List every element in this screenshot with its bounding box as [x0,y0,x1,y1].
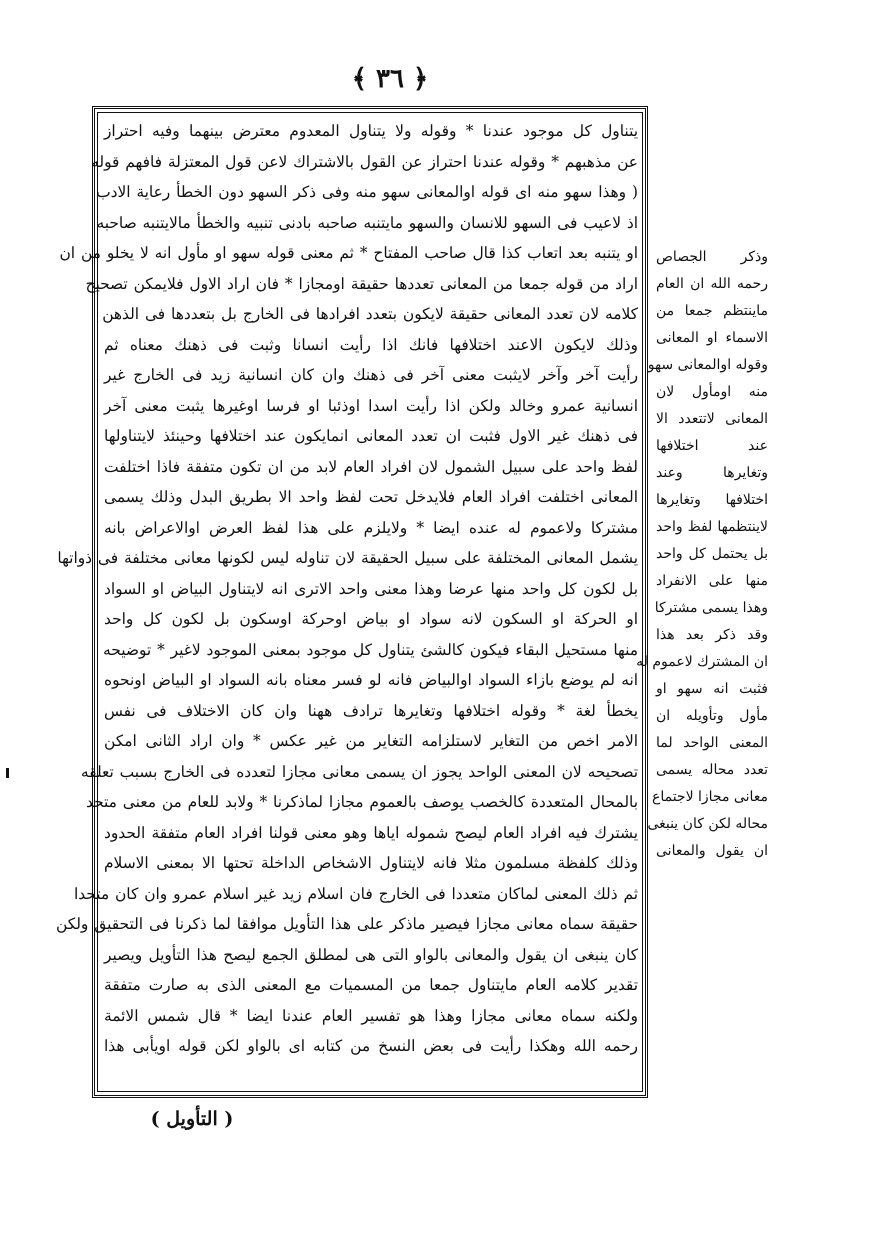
margin-note-line: المعانى لاتتعدد الا [656,411,768,427]
margin-note-line: فثبت انه سهو او [656,681,768,697]
text-line: يخطأ لغة * وقوله اختلافها وتغايرها ترادف ههنا وان كان الاختلاف فى نفس [104,701,638,720]
text-line: وذلك كلفظة مسلمون مثلا فانه لايتناول الاشخاص الداخلة تحتها الا بمعنى الاسلام [104,854,638,872]
text-line: لفظ واحد على سبيل الشمول لان افراد العام لابد من ان تكون متفقة فاذا اختلفت [104,457,638,476]
margin-note [636,244,768,865]
text-line: ( وهذا سهو منه اى قوله اوالمعانى سهو منه وفى ذكر السهو دون الخطأ رعاية الادب [96,183,638,201]
text-line: يشمل المعانى المختلفة على سبيل الحقيقة لان تناوله ليس لكونها معانى مختلفة فى ذواتها [57,549,638,567]
margin-note-line: المعنى الواحد لما [656,735,768,751]
margin-note-line: وهذا يسمى مشتركا [654,600,768,616]
text-line: فى ذهنك غير الاول فثبت ان تعدد المعانى انمايكون عند اختلافها وحينئذ لايتناولها [104,427,638,445]
margin-note-line: بل يحتمل كل واحد [656,546,768,562]
text-line: حقيقة سماه معانى مجازا فيصير ماذكر على هذا التأويل موافقا لما ذكرنا فى التحقيق ولكن [56,915,638,933]
margin-note-line: منها على الانفراد [656,573,768,589]
margin-note-line: مأول وتأويله ان [656,708,768,724]
text-line: بل لكون كل واحد منها عرضا وهذا معنى واحد الاترى انه لايتناول البياض او السواد [104,579,638,598]
text-line: رحمه الله وهكذا رأيت فى بعض النسخ من كتابه اى بالواو لكن قوله اويأبى هذا [104,1037,638,1055]
margin-note-line: منه اومأول لان [656,384,768,400]
text-line: عن مذهبهم * وقوله عندنا احتراز عن القول بالاشتراك لاعن قول المعتزلة فافهم قوله [91,152,638,171]
text-line: او يتنبه بعد اتعاب كذا قال صاحب المفتاح * ثم معنى قوله سهو او مأول انه لا يخلو من ان [59,244,638,262]
text-line: ثم ذلك المعنى لماكان متعددا فى الخارج فان اسلام زيد غير اسلام عمرو وان كان متحدا [73,884,638,903]
margin-note-line: رحمه الله ان العام [656,276,768,292]
margin-tick-mark [6,768,9,778]
page-number: ﴿ ٣٦ ﴾ [351,64,429,94]
text-line: يشترك فيه افراد العام ليصح شموله اياها وهو معنى قولنا افراد العام متفقة الحدود [104,823,638,842]
catchword: ( التأويل ) [150,1108,234,1130]
text-line: المعانى اختلفت افراد العام فلايدخل تحت لفظ واحد الا بطريق البدل وذلك يسمى [104,488,638,506]
margin-note-line: لاينتظمها لفظ واحد [656,519,768,535]
margin-note-line: وتغايرها وعند [656,465,768,481]
text-line: كلامه لان تعدد المعانى حقيقة لايكون بتعدد افرادها فى الخارج بل بتعددها فى الذهن [102,305,638,323]
text-line: مشتركا ولاعموم له عنده ايضا * ولايلزم على هذا لفظ العرض اوالاعراض بانه [104,518,638,537]
main-text-block [56,116,638,1062]
margin-note-line: وقد ذكر بعد هذا [656,627,768,643]
margin-note-line: ان المشترك لاعموم له [636,654,768,670]
text-line: ولكنه سماه معانى مجازا وهذا هو تفسير العام عندنا ايضا * قال شمس الائمة [104,1006,638,1025]
margin-note-line: ماينتظم جمعا من [656,303,768,319]
margin-note-line: محاله لكن كان ينبغى [647,816,768,832]
text-line: او الحركة او السكون لانه سواد او بياض اوحركة اوسكون بل لكون كل واحد [104,610,638,628]
margin-note-line: الاسماء او المعانى [656,330,768,346]
margin-note-line: معانى مجازا لاجتماع [651,789,768,805]
margin-note-line: تعدد محاله يسمى [656,762,768,778]
margin-note-line: وقوله اوالمعانى سهو [647,357,768,373]
text-line: تصحيحه لان المعنى الواحد يجوز ان يسمى معانى مجازا لتعدده فى الخارج بسبب تعلقه [80,762,638,781]
margin-note-line: عند اختلافها [656,438,768,454]
text-line: انسانية عمرو وخالد ولكن اذا رأيت اسدا اوذئبا او فرسا اوغيرها يثبت معنى آخر [104,396,638,415]
text-line: منها مستحيل البقاء فيكون كالشئ يتناول كل موجود بمعنى الموجود لاغير * توضيحه [103,640,638,659]
text-line: وذلك لايكون الاعند اختلافها فانك اذا رأيت انسانا وثبت فى ذهنك معناه ثم [104,335,638,354]
text-line: اذ لاعيب فى السهو للانسان والسهو مايتنبه صاحبه بادنى تنبيه والخطأ مالايتنبه صاحبه [96,213,638,232]
text-line: بالمحال المتعددة كالخصب يوصف بالعموم مجازا لماذكرنا * ولابد للعام من معنى متحد [86,793,638,811]
margin-note-line: ان يقول والمعانى [656,843,768,859]
text-line: تقدير كلامه العام مايتناول جمعا من المسميات مع المعنى الذى به صارت متفقة [104,976,638,994]
text-line: كان ينبغى ان يقول والمعانى بالواو التى هى لمطلق الجمع ليصح هذا التأويل ويصير [104,945,638,964]
text-line: انه لم يوضع بازاء السواد اوالبياض فانه لو فسر معناه بانه السواد او البياض اونحوه [104,671,638,689]
text-line: رأيت آخر وآخر لايثبت معنى آخر فى ذهنك وان كان انسانية زيد فى الخارج غير [104,366,638,384]
margin-note-line: وذكر الجصاص [656,249,768,265]
text-line: الامر اخص من التغاير لاستلزامه التغاير من غير عكس * وان اراد الثانى امكن [104,732,638,750]
text-line: يتناول كل موجود عندنا * وقوله ولا يتناول المعدوم معترض بينهما وفيه احتراز [104,122,638,140]
text-line: اراد من قوله جمعا من المعانى تعددها حقيقة اومجازا * فان اراد الاول فلايمكن تصحيح [85,274,638,293]
margin-note-line: اختلافها وتغايرها [656,492,768,508]
